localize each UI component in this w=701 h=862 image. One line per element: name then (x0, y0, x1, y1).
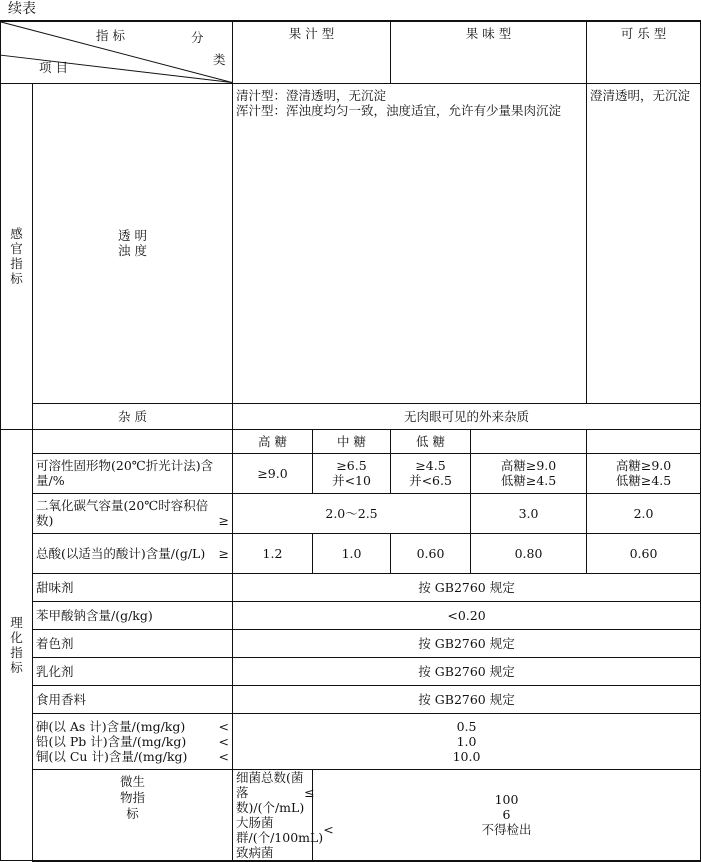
colorant-value: 按 GB2760 规定 (233, 629, 701, 657)
metal-lead-value: 1.0 (456, 733, 477, 749)
micro-line (236, 814, 334, 845)
header-row (1, 21, 701, 83)
acid-low: 0.60 (391, 533, 471, 573)
co2-label: 二氧化碳气容量(20℃时容积倍数) (36, 498, 209, 528)
heavy-metals-values (233, 713, 701, 769)
header-category-label-b: 类 (213, 52, 226, 67)
micro-pathogen-value: 不得检出 (481, 822, 532, 837)
acid-high: 1.2 (233, 533, 313, 573)
acid-other: 0.60 (587, 533, 701, 573)
micro-label-cell (233, 769, 334, 861)
micro-line (236, 769, 315, 815)
co2-label-cell (33, 493, 233, 533)
metal-line (36, 749, 229, 764)
acid-medium: 1.0 (313, 533, 391, 573)
colorant-row (1, 629, 701, 657)
micro-bacteria-value: 100 (494, 792, 519, 807)
micro-bacteria-symbol: ≤ (304, 784, 315, 800)
sensory-group-label (1, 83, 33, 429)
emulsifier-label: 乳化剂 (33, 657, 233, 685)
micro-group-label (33, 769, 233, 861)
emulsifier-row (1, 657, 701, 685)
soluble-cola: 高糖≥9.0 低糖≥4.5 (471, 453, 587, 493)
soluble-solids-row (1, 453, 701, 493)
clarity-juice-flavored-value: 清汁型：澄清透明，无沉淀 浑汁型：浑浊度均匀一致，浊度适宜，允许有少量果肉沉淀 (233, 83, 587, 403)
flavor-row (1, 685, 701, 713)
total-acid-symbol: ≥ (218, 545, 229, 561)
sugar-level-blank (33, 429, 233, 453)
co2-symbol: ≥ (218, 513, 229, 528)
micro-values (313, 769, 701, 861)
header-diagonal-cell (1, 21, 233, 83)
col-juice-header: 果 汁 型 (233, 21, 391, 83)
micro-coliform-symbol: < (323, 822, 334, 837)
metal-line (36, 719, 229, 734)
sugar-level-low: 低 糖 (391, 429, 471, 453)
total-acid-label-cell (33, 533, 233, 573)
metal-line (36, 734, 229, 749)
sensory-group-text: 感官指标 (10, 226, 23, 286)
total-acid-label: 总酸(以适当的酸计)含量/(g/L) (36, 545, 206, 561)
soluble-high: ≥9.0 (233, 453, 313, 493)
sweetener-row (1, 573, 701, 601)
metal-arsenic-value: 0.5 (456, 718, 477, 734)
micro-coliform-label: 大肠菌群/(个/100mL) (236, 814, 324, 845)
benzoate-value: <0.20 (233, 601, 701, 629)
clarity-label-cell (33, 83, 233, 403)
impurity-value: 无肉眼可见的外来杂质 (233, 403, 701, 429)
co2-cola: 3.0 (471, 493, 587, 533)
sweetener-value: 按 GB2760 规定 (233, 573, 701, 601)
metal-arsenic-symbol: < (218, 718, 229, 734)
soluble-other: 高糖≥9.0 低糖≥4.5 (587, 453, 701, 493)
header-item-label: 项 目 (39, 60, 68, 75)
impurity-label: 杂 质 (33, 403, 233, 429)
total-acid-row (1, 533, 701, 573)
micro-row (1, 769, 701, 861)
benzoate-row (1, 601, 701, 629)
metal-arsenic-label: 砷(以 As 计)含量/(mg/kg) (36, 718, 186, 734)
clarity-label-b: 浊 度 (118, 243, 147, 258)
clarity-row (1, 83, 701, 403)
benzoate-label: 苯甲酸钠含量/(g/kg) (33, 601, 233, 629)
micro-line (236, 845, 309, 860)
acid-cola: 0.80 (471, 533, 587, 573)
colorant-label: 着色剂 (33, 629, 233, 657)
co2-juice-flavored: 2.0～2.5 (233, 493, 471, 533)
soluble-low: ≥4.5 并<6.5 (391, 453, 471, 493)
header-indicator-label: 指 标 (96, 28, 125, 43)
sugar-level-high: 高 糖 (233, 429, 313, 453)
clarity-label-a: 透 明 (118, 228, 147, 243)
sweetener-label: 甜味剂 (33, 573, 233, 601)
sugar-level-medium: 中 糖 (313, 429, 391, 453)
micro-coliform-value: 6 (502, 807, 511, 822)
header-category-label-a: 分 (191, 30, 204, 45)
metal-copper-symbol: < (218, 748, 229, 764)
micro-bacteria-label: 细菌总数(菌落数)/(个/mL) (236, 769, 305, 815)
metal-lead-symbol: < (218, 733, 229, 749)
heavy-metals-row (1, 713, 701, 769)
co2-row (1, 493, 701, 533)
col-flavored-header: 果 味 型 (391, 21, 587, 83)
table-caption: 续表 (8, 1, 36, 17)
col-cola-header: 可 乐 型 (587, 21, 701, 83)
sugar-level-other-blank (587, 429, 701, 453)
micro-pathogen-label: 致病菌 (236, 844, 274, 860)
soluble-solids-label: 可溶性固形物(20℃折光计法)含量/% (33, 453, 233, 493)
flavor-value: 按 GB2760 规定 (233, 685, 701, 713)
sugar-level-cola-blank (471, 429, 587, 453)
emulsifier-value: 按 GB2760 规定 (233, 657, 701, 685)
flavor-label: 食用香料 (33, 685, 233, 713)
metal-copper-value: 10.0 (452, 748, 481, 764)
physchem-group-label (1, 429, 33, 861)
sugar-level-row (1, 429, 701, 453)
beverage-standard-table (0, 20, 701, 862)
soluble-medium: ≥6.5 并<10 (313, 453, 391, 493)
micro-group-text: 微生物指标 (119, 773, 145, 821)
physchem-group-text: 理化指标 (10, 614, 23, 675)
impurity-row (1, 403, 701, 429)
metal-lead-label: 铅(以 Pb 计)含量/(mg/kg) (36, 733, 187, 749)
heavy-metals-label-cell (33, 713, 233, 769)
co2-other: 2.0 (587, 493, 701, 533)
metal-copper-label: 铜(以 Cu 计)含量/(mg/kg) (36, 748, 188, 764)
clarity-cola-value: 澄清透明，无沉淀 (587, 83, 701, 403)
